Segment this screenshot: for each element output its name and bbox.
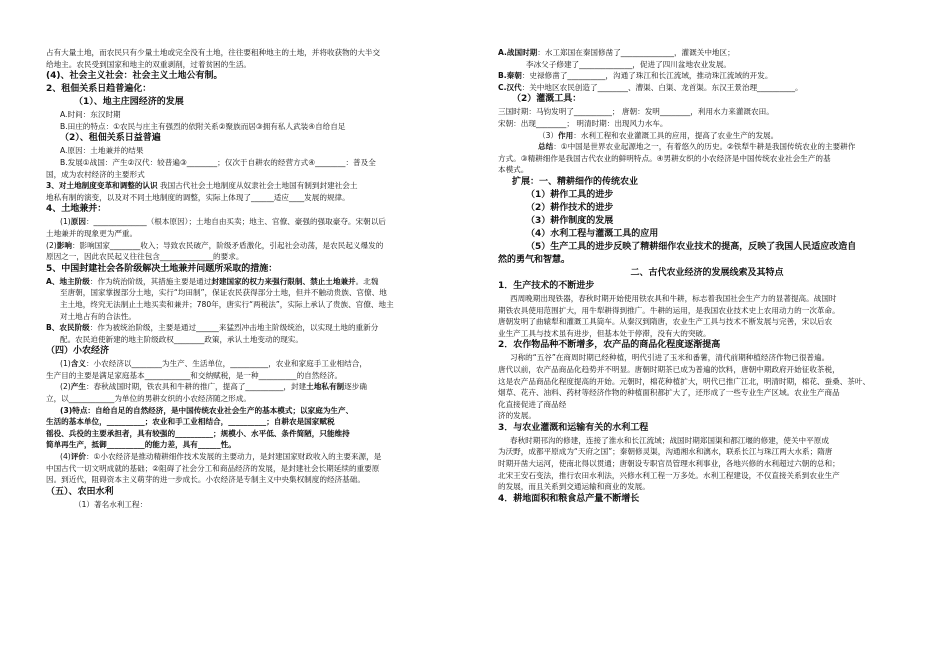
left-text-line: (4)、社会主义社会：社会主义土地公有制。	[46, 71, 223, 82]
right-text-line: 这是农产品商品化程度提高的开始。元朝时，棉花种植扩大，明代已推广江北，明清时期，棉花、蚕桑、茶叶、	[498, 376, 871, 386]
right-text-line: 济的发展。	[498, 411, 536, 421]
left-text-line: 3、对土地制度变革和调整的认识 我国古代社会土地制度从奴隶社会土地国有制到封建社会土	[46, 181, 358, 191]
left-text-line: 地私有制的演变，以及对不同土地制度的调整，实际上体现了______适应____发展的规律。	[46, 192, 350, 202]
right-text-line: 然的勇气和智慧。	[498, 254, 571, 265]
right-text-line: 业生产工具与技术虽有进步，但基本处于停滞，没有大的突破。	[498, 328, 711, 338]
left-text-line: 对土地占有的合法性。	[60, 311, 136, 321]
right-text-line: （1）耕作工具的进步	[526, 189, 614, 200]
right-text-line: （2）耕作技术的进步	[526, 202, 614, 213]
right-text-line: （2）灌溉工具：	[512, 94, 582, 105]
left-text-line: 因。到近代，阻碍资本主义萌芽的进一步成长。小农经济是专制主义中央集权制度的经济基础。	[46, 475, 365, 485]
left-text-line: （2）、租佃关系日益普遍	[60, 133, 161, 144]
left-text-line: 徭役、兵役的主要承担者，具有较强的__________；规模小、水平低、条件简陋，只能维持	[46, 428, 350, 438]
left-text-line: 生产目的主要是满足家庭基本____________和交纳赋税，是一种__________的自然经济。	[46, 370, 343, 380]
left-text-line: 主土地，终究无法制止土地买卖和兼并；780年，唐实行“两税法”，实际上承认了贵族、官僚、地主	[60, 299, 394, 309]
left-text-line: （四）小农经济	[46, 346, 110, 357]
right-text-line: （5）生产工具的进步反映了精耕细作农业技术的提高，反映了我国人民适应改造自	[526, 241, 857, 252]
right-text-line: 宋朝：出现________； 明清时期：出现风力水车。	[498, 118, 668, 128]
left-text-line: 土地兼并的现象更为严重。	[46, 228, 138, 238]
left-text-line: A.时间：东汉时期	[60, 110, 121, 120]
left-text-line: 立，以____________为单位的男耕女织的小农经济随之形成。	[46, 394, 252, 404]
right-text-line: 的发展，而且关系到交通运输和商业的发展。	[498, 482, 650, 492]
left-text-line: A.原因：土地兼并的结果	[60, 146, 144, 156]
left-column	[46, 47, 470, 510]
right-text-line: 本模式。	[498, 165, 529, 175]
right-text-line: （4）水利工程与灌溉工具的应用	[526, 228, 659, 239]
right-text-line: 唐朝发明了曲辕犁和灌溉工具筒车。从秦汉到隋唐，农业生产工具与技术不断发展与完善，宋以后农	[498, 317, 833, 327]
left-text-line: (1)原因：______________（根本原因）；土地自由买卖；地主、官僚、豪强的强取豪夺。宋朝以后	[60, 217, 386, 227]
left-text-line: B.发展①战国：产生②汉代：较普遍③________；仅次于自耕农的经营方式④________：普及全	[60, 157, 376, 167]
right-text-line: B.秦朝：史禄修凿了__________，沟通了珠江和长江流域，推动珠江流域的开发。	[498, 71, 773, 81]
right-text-line: 三国时期：马钧发明了__________； 唐朝：发明________，利用水力来灌溉农田。	[498, 107, 774, 117]
right-text-line: （3）作用：水利工程和农业灌溉工具的应用，提高了农业生产的发展。	[538, 130, 779, 140]
left-text-line: A、地主阶级：作为统治阶级，其措施主要是通过封建国家的权力来强行限制、禁止土地兼并。北魏	[46, 276, 379, 286]
left-text-line: (1)含义：小农经济以________为生产、生活单位，__________，农业和家庭手工业相结合，	[60, 359, 367, 369]
right-text-line: 北宋王安石变法，推行农田水利法，兴修水利工程一万多处。水利工程建设，不仅直接关系到农业生产	[498, 470, 840, 480]
left-text-line: 给地主。农民受到国家和地主的双重剥削，过着贫困的生活。	[46, 59, 252, 69]
left-text-line: 5、中国封建社会各阶级解决土地兼并问题所采取的措施：	[46, 263, 278, 274]
left-text-line: 国，成为农村经济的主要形式	[46, 169, 145, 179]
right-column	[498, 47, 916, 506]
right-text-line: 3．与农业灌溉和运输有关的水利工程	[498, 422, 649, 433]
left-text-line: （1）、地主庄园经济的发展	[74, 97, 184, 108]
right-text-line: 习称的“五谷”在商周时期已经种植，明代引进了玉米和番薯，清代前期种植经济作物已很普遍。	[510, 353, 830, 363]
left-text-line: 至唐朝，国家掌握部分土地，实行“均田制”，保证农民获得部分土地，但并不触动贵族、官僚、地	[60, 288, 387, 298]
right-text-line: 春秋时期邗沟的修建，连接了淮水和长江流域；战国时期郑国渠和都江堰的修建，使关中平原成	[510, 435, 829, 445]
left-text-line: 生活的基本单位，__________；农业和手工业相结合，__________；自耕农是国家赋税	[46, 417, 335, 427]
right-text-line: 唐代以前，农产品商品化趋势并不明显。唐朝时期茶已成为普遍的饮料，唐朝中期政府开始征收茶税，	[498, 364, 840, 374]
right-text-line: 二、古代农业经济的发展线索及其特点	[630, 267, 784, 278]
right-text-line: 方式。③精耕细作是我国古代农业的鲜明特点。④男耕女织的小农经济是中国传统农业社会生产的基	[498, 153, 831, 163]
left-text-line: (2)产生：春秋战国时期，铁农具和牛耕的推广，提高了__________，封建土地私有制逐步确	[60, 382, 367, 392]
right-text-line: 2．农作物品种不断增多，农产品的商品化程度逐渐提高	[498, 340, 721, 351]
right-text-line: 烟草、花卉、油料、药材等经济作物的种植面积都扩大了，还形成了一些专业生产区域。农业生产商品	[498, 388, 840, 398]
right-text-line: 4．耕地面积和粮食总产量不断增长	[498, 493, 640, 504]
left-text-line: (2)影响：影响国家________收入；导致农民破产，阶级矛盾激化，引起社会动荡，是农民起义爆发的	[46, 240, 384, 250]
right-text-line: 西周晚期出现铁器，春秋时期开始使用铁农具和牛耕，标志着我国社会生产力的显著提高。战国时	[510, 293, 837, 303]
left-text-line: 原因之一，因此农民起义往往包含______________的要求。	[46, 252, 244, 262]
left-text-line: 简单再生产，抵御__________的能力差，具有______性。	[46, 440, 236, 450]
right-text-line: 总结：①中国是世界农业起源地之一，有着悠久的历史。②铁犁牛耕是我国传统农业的主要耕作	[538, 142, 856, 152]
left-text-line: （1）著名水利工程：	[74, 499, 148, 509]
left-text-line: 2、租佃关系日趋普遍化：	[46, 84, 152, 95]
right-text-line: 时期开凿大运河，使南北得以贯通；唐朝设专职官员管理水利事业，各地兴修的水利超过六朝的总和；	[498, 459, 840, 469]
right-text-line: A.战国时期：水工郑国在秦国修凿了______________，灌溉关中地区；	[498, 48, 735, 57]
left-text-line: (3)特点：自给自足的自然经济，是中国传统农业社会生产的基本模式；以家庭为生产、	[60, 405, 354, 415]
left-text-line: 配。农民迫使新建的地主阶级政权________政策，承认土地变动的现实。	[60, 334, 303, 344]
right-text-line: C.汉代：关中地区农民创造了________、漕渠、白渠、龙首渠。东汉王景治理__________。	[498, 82, 803, 92]
left-text-line: 4、土地兼并：	[46, 204, 107, 215]
right-text-line: （3）耕作制度的发展	[526, 215, 614, 226]
left-text-line: B、农民阶级：作为被统治阶级，主要是通过______来猛烈冲击地主阶级统治，以实现土地的重新分	[46, 323, 379, 333]
right-text-line: 化直接促进了商品经	[498, 399, 567, 409]
right-text-line: 为沃野，成都平原成为“天府之国”；秦朝修灵渠，沟通湘水和漓水，联系长江与珠江两大水系；隋唐	[498, 447, 833, 457]
right-text-line: 李冰父子修建了______________，促进了四川盆地农业发展。	[526, 59, 732, 69]
left-text-line: B.田庄的特点：①农民与庄主有强烈的依附关系②聚族而居③拥有私人武装④自给自足	[60, 121, 346, 131]
left-text-line: （五）、农田水利	[46, 486, 114, 497]
left-text-line: (4)评价：①小农经济是推动精耕细作技术发展的主要动力，是封建国家财政收入的主要来源，是	[60, 452, 382, 462]
left-text-line: 中国古代一切文明成就的基础；②阻碍了社会分工和商品经济的发展，是封建社会长期延续的重要原	[46, 463, 380, 473]
left-text-line: 占有大量土地，而农民只有少量土地或完全没有土地，往往要租种地主的土地，并将收获物的大半交	[46, 48, 381, 57]
right-text-line: 1．生产技术的不断进步	[498, 280, 595, 291]
right-text-line: 扩展：一、精耕细作的传统农业	[512, 176, 639, 187]
right-text-line: 期铁农具使用范围扩大，用牛犁耕得到推广。牛耕的运用，是我国农业技术史上农用动力的一次革命。	[498, 305, 840, 315]
